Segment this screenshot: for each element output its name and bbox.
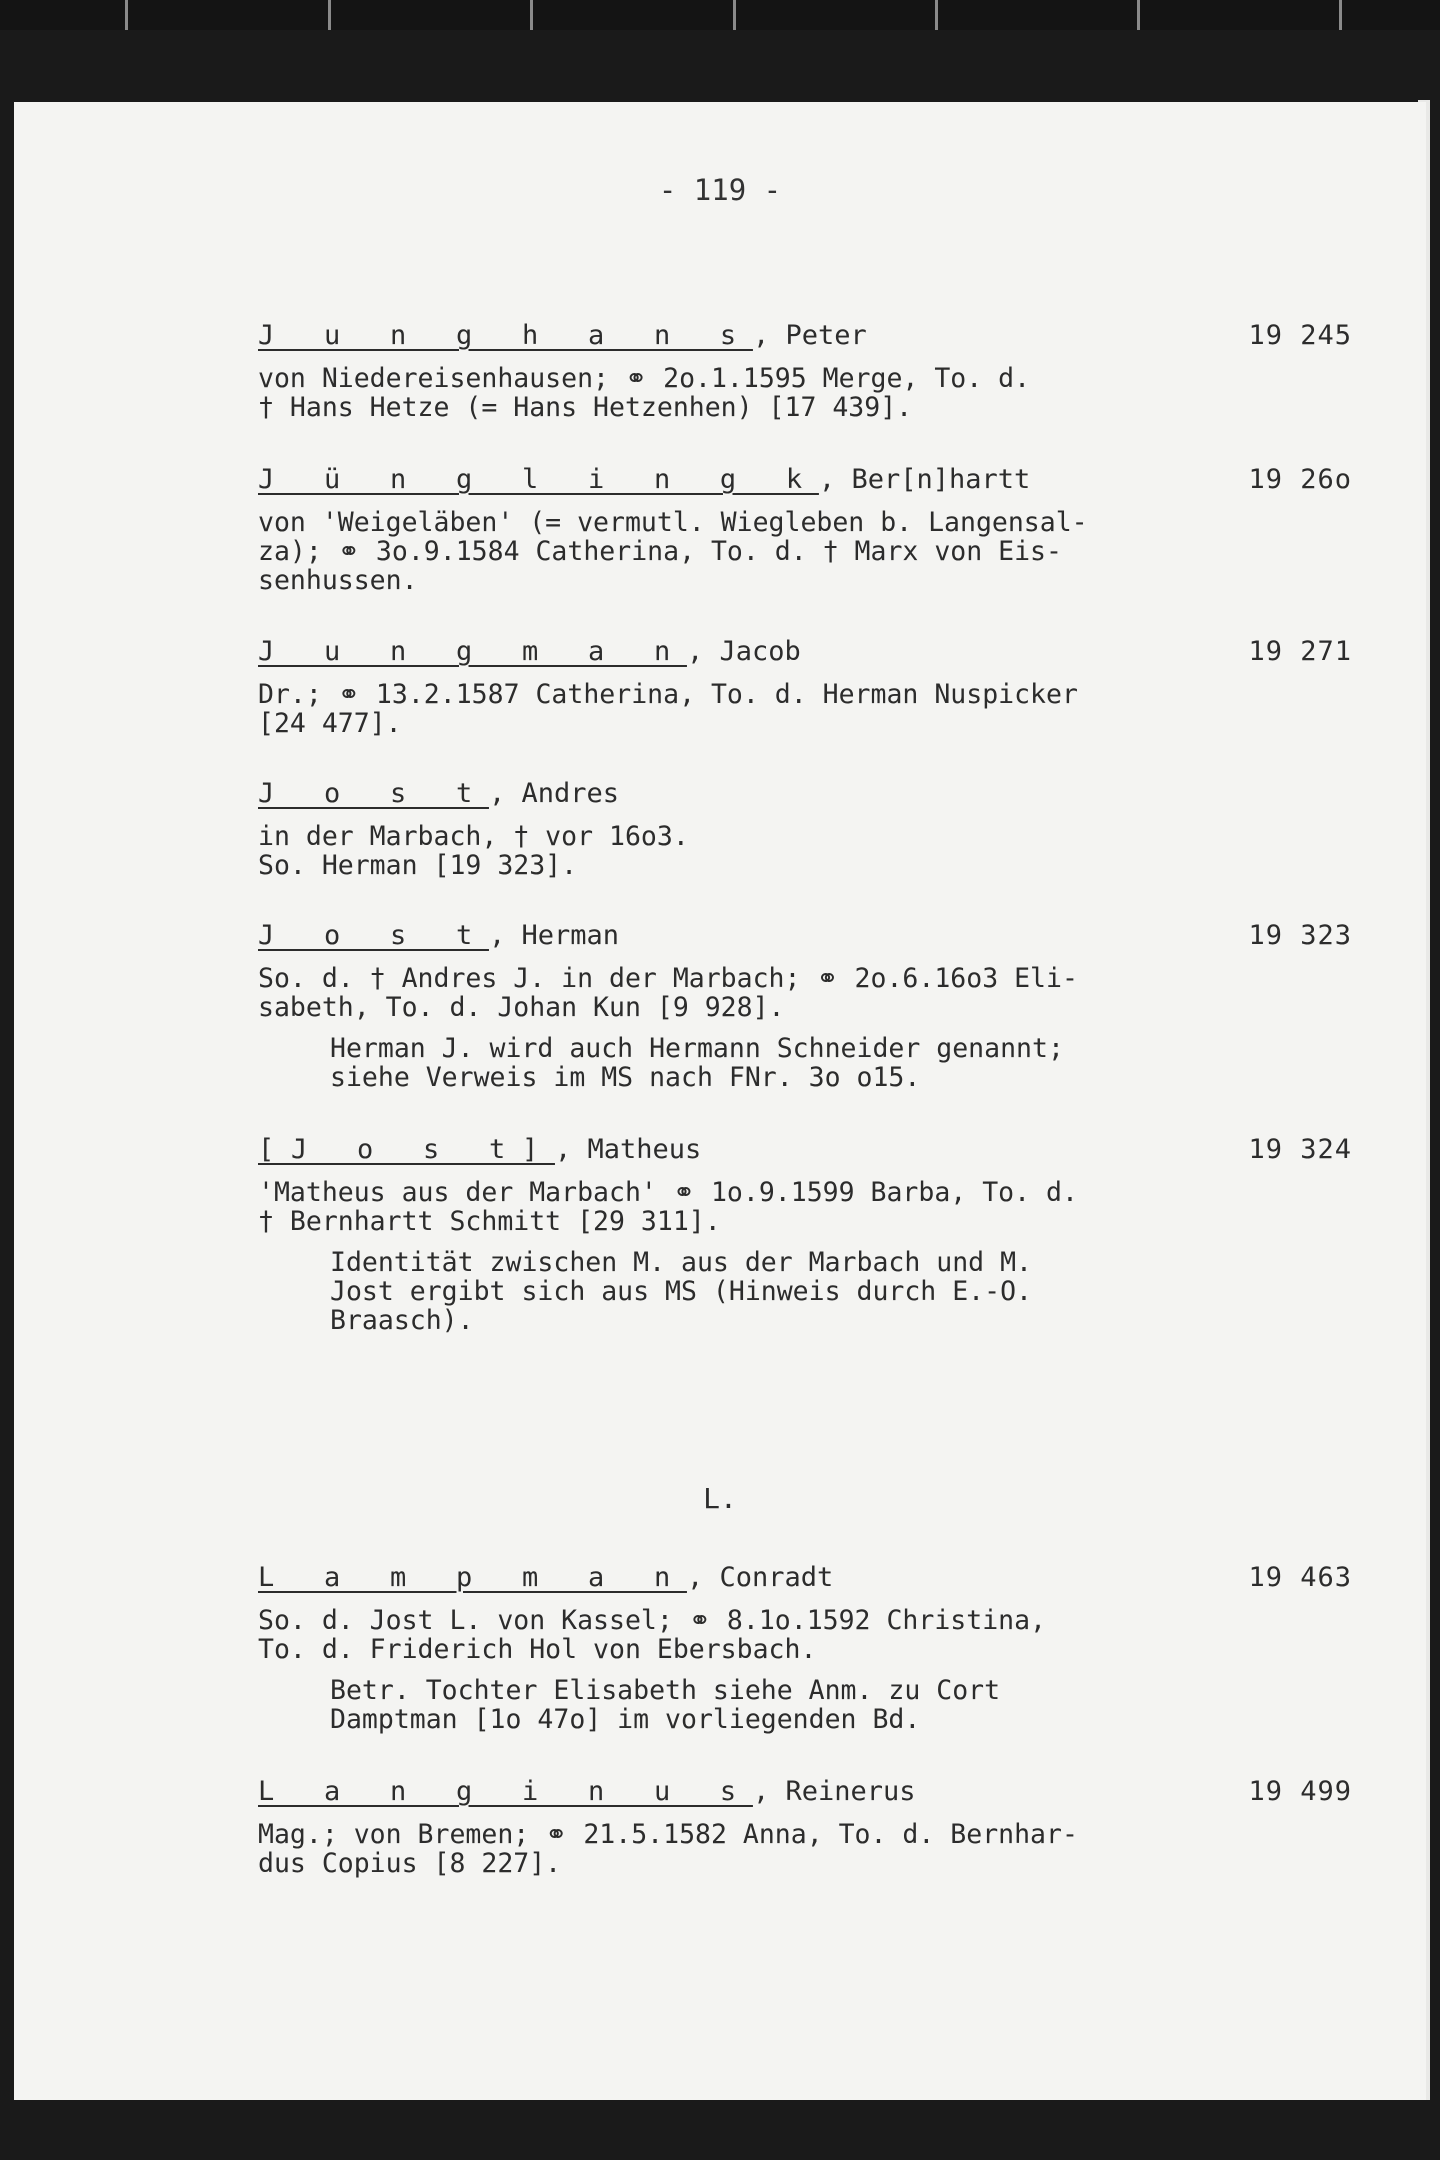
register-entry [258,920,1358,1092]
register-entry [258,778,1358,880]
register-entry [258,636,1358,738]
text-line: So. Herman [19 323]. [258,850,578,881]
given-name: Peter [785,320,867,351]
note-line: Damptman [1o 47o] im vorliegenden Bd. [330,1704,921,1735]
entry-text [258,964,1358,1022]
entry-header [258,1776,1358,1812]
surname: J o s t [258,920,489,951]
text-line: † Hans Hetze (= Hans Hetzenhen) [17 439]. [258,392,913,423]
note-line: Identität zwischen M. aus der Marbach und M. [330,1247,1032,1278]
surname: L a n g i n u s [258,1776,753,1807]
entry-text [258,1178,1358,1236]
scanner-top-strip [0,0,1440,30]
surname: L a m p m a n [258,1562,687,1593]
surname: J ü n g l i n g k [258,464,819,495]
entry-note [330,1676,1358,1734]
entry-name: J o s t, Andres [258,778,620,809]
text-line: To. d. Friderich Hol von Ebersbach. [258,1634,817,1665]
strip-tick [733,0,736,30]
entry-name: J u n g h a n s, Peter [258,320,867,351]
entry-header [258,920,1358,956]
text-line: in der Marbach, † vor 16o3. [258,821,689,852]
note-line: Betr. Tochter Elisabeth siehe Anm. zu Cort [330,1675,1001,1706]
entry-name: J ü n g l i n g k, Ber[n]hartt [258,464,1031,495]
given-name: Jacob [719,636,801,667]
entry-header [258,464,1358,500]
entry-name: J o s t, Herman [258,920,620,951]
entry-name: L a m p m a n, Conradt [258,1562,834,1593]
given-name: Matheus [587,1134,702,1165]
entry-text [258,1606,1358,1664]
note-line: Braasch). [330,1305,474,1336]
entry-header [258,1134,1358,1170]
entry-header [258,1562,1358,1598]
entry-header [258,778,1358,814]
text-line: Dr.; ⚭ 13.2.1587 Catherina, To. d. Herman Nuspicker [258,679,1078,710]
text-line: von 'Weigeläben' (= vermutl. Wiegleben b. Langensal- [258,507,1088,538]
entry-header [258,636,1358,672]
entry-text [258,508,1358,595]
given-name: Andres [521,778,620,809]
given-name: Conradt [719,1562,834,1593]
text-line: 'Matheus aus der Marbach' ⚭ 1o.9.1599 Barba, To. d. [258,1177,1078,1208]
text-line: za); ⚭ 3o.9.1584 Catherina, To. d. † Marx von Eis- [258,536,1062,567]
entry-text [258,822,1358,880]
strip-tick [328,0,331,30]
note-line: Herman J. wird auch Hermann Schneider genannt; [330,1033,1064,1064]
entry-text [258,1820,1358,1878]
strip-tick [1339,0,1342,30]
text-line: dus Copius [8 227]. [258,1848,562,1879]
surname: J o s t [258,778,489,809]
text-line: † Bernhartt Schmitt [29 311]. [258,1206,721,1237]
given-name: Ber[n]hartt [851,464,1031,495]
given-name: Reinerus [785,1776,916,1807]
note-line: siehe Verweis im MS nach FNr. 3o o15. [330,1062,921,1093]
text-line: von Niedereisenhausen; ⚭ 2o.1.1595 Merge, To. d. [258,363,1031,394]
family-number: 19 245 [1248,320,1352,351]
text-line: [24 477]. [258,708,402,739]
entry-note [330,1248,1358,1335]
strip-tick [935,0,938,30]
register-entry [258,464,1358,595]
note-line: Jost ergibt sich aus MS (Hinweis durch E.-O. [330,1276,1032,1307]
entry-name: J u n g m a n, Jacob [258,636,801,667]
register-entry [258,1134,1358,1335]
family-number: 19 271 [1248,636,1352,667]
text-line: senhussen. [258,565,418,596]
strip-tick [1137,0,1140,30]
text-line: So. d. † Andres J. in der Marbach; ⚭ 2o.6.16o3 Eli- [258,963,1078,994]
family-number: 19 324 [1248,1134,1352,1165]
register-entry [258,320,1358,422]
text-line: So. d. Jost L. von Kassel; ⚭ 8.1o.1592 Christina, [258,1605,1047,1636]
family-number: 19 26o [1248,464,1352,495]
text-line: Mag.; von Bremen; ⚭ 21.5.1582 Anna, To. d. Bernhar- [258,1819,1078,1850]
page-number: - 119 - [658,173,782,207]
surname: [J o s t] [258,1134,555,1165]
surname: J u n g h a n s [258,320,753,351]
family-number: 19 499 [1248,1776,1352,1807]
section-heading: L. [703,1482,737,1515]
register-entry [258,1562,1358,1734]
entry-text [258,364,1358,422]
surname: J u n g m a n [258,636,687,667]
entry-name: L a n g i n u s, Reinerus [258,1776,916,1807]
strip-tick [530,0,533,30]
entry-note [330,1034,1358,1092]
given-name: Herman [521,920,620,951]
text-line: sabeth, To. d. Johan Kun [9 928]. [258,992,785,1023]
strip-tick [125,0,128,30]
family-number: 19 323 [1248,920,1352,951]
entry-name: [J o s t], Matheus [258,1134,702,1165]
entry-header [258,320,1358,356]
entry-text [258,680,1358,738]
family-number: 19 463 [1248,1562,1352,1593]
register-entry [258,1776,1358,1878]
